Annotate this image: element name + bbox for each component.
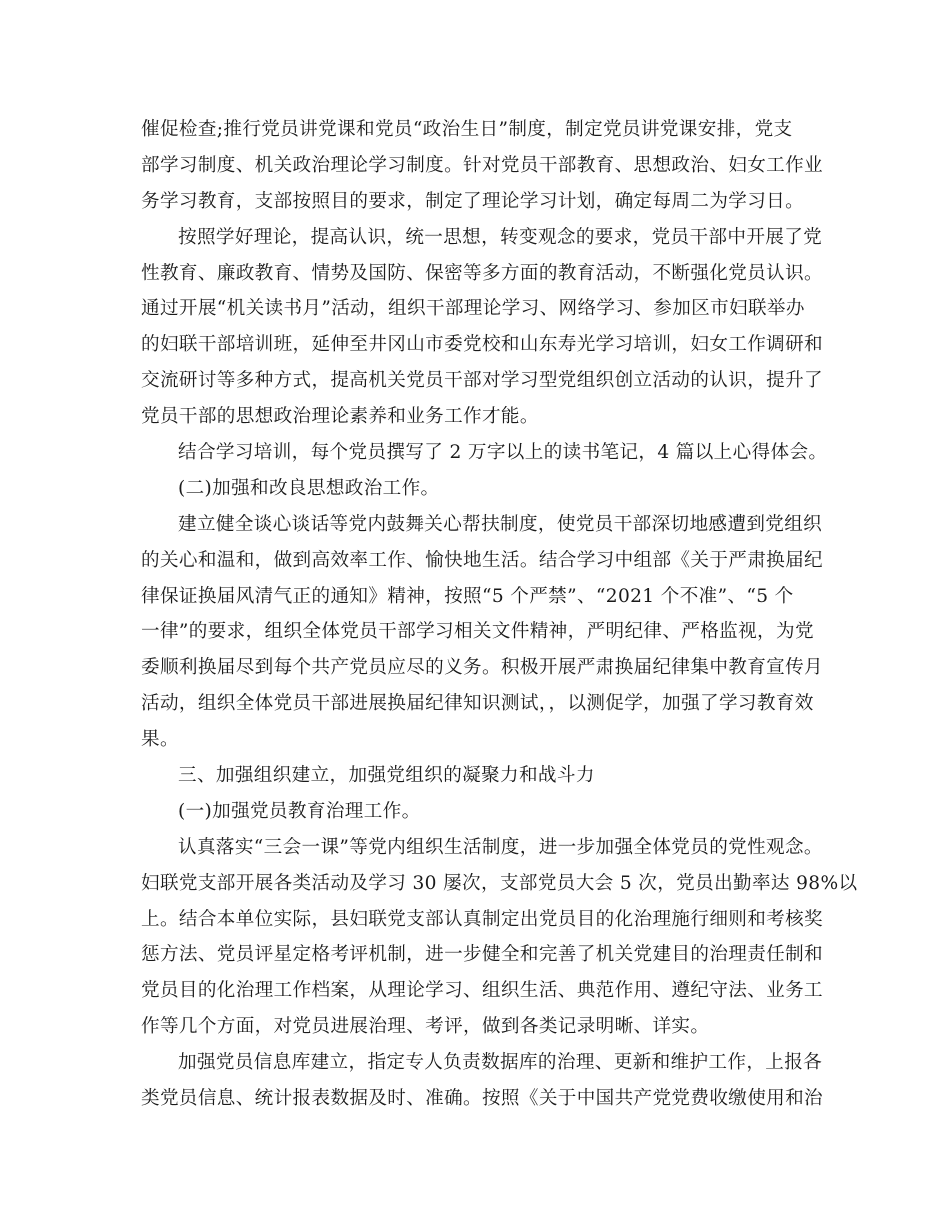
- text-line: 党员目的化治理工作档案，从理论学习、组织生活、典范作用、遵纪守法、业务工: [141, 980, 823, 1002]
- text-line: 建立健全谈心谈话等党内鼓舞关心帮扶制度，使党员干部深切地感遭到党组织: [178, 513, 823, 535]
- text-line: 一律”的要求，组织全体党员干部学习相关文件精神，严明纪律、严格监视，为党: [141, 621, 814, 643]
- text-line: 交流研讨等多种方式，提高机关党员干部对学习型党组织创立活动的认识，提升了: [141, 370, 823, 392]
- text-line: 加强党员信息库建立，指定专人负责数据库的治理、更新和维护工作，上报各: [178, 1052, 823, 1074]
- text-line: 律保证换届风清气正的通知》精神，按照“5 个严禁”、“2021 个不准”、“5 个: [141, 585, 794, 607]
- text-line: 惩方法、党员评星定格考评机制，进一步健全和完善了机关党建目的治理责任制和: [141, 944, 823, 966]
- text-line: 务学习教育，支部按照目的要求，制定了理论学习计划，确定每周二为学习日。: [141, 190, 805, 212]
- text-line: 的妇联干部培训班，延伸至井冈山市委党校和山东寿光学习培训，妇女工作调研和: [141, 334, 823, 356]
- text-line: 类党员信息、统计报表数据及时、准确。按照《关于中国共产党党费收缴使用和治: [141, 1088, 823, 1110]
- text-line: 的关心和温和，做到高效率工作、愉快地生活。结合学习中组部《关于严肃换届纪: [141, 549, 823, 571]
- text-line: 部学习制度、机关政治理论学习制度。针对党员干部教育、思想政治、妇女工作业: [141, 154, 823, 176]
- text-line: 性教育、廉政教育、情势及国防、保密等多方面的教育活动，不断强化党员认识。: [141, 262, 823, 284]
- text-line: 上。结合本单位实际，县妇联党支部认真制定出党员目的化治理施行细则和考核奖: [141, 908, 823, 930]
- text-line: 果。: [141, 729, 179, 751]
- document-body: [141, 112, 858, 1117]
- text-line: 通过开展“机关读书月”活动，组织干部理论学习、网络学习、参加区市妇联举办: [141, 298, 805, 320]
- text-line: 结合学习培训，每个党员撰写了 2 万字以上的读书笔记，4 篇以上心得体会。: [178, 442, 828, 464]
- text-line: 活动，组织全体党员干部进展换届纪律知识测试，，以测促学，加强了学习教育效: [141, 693, 814, 715]
- text-line: 按照学好理论，提高认识，统一思想，转变观念的要求，党员干部中开展了党: [178, 226, 823, 248]
- text-line: 认真落实“三会一课”等党内组织生活制度，进一步加强全体党员的党性观念。: [178, 836, 823, 858]
- text-line: 作等几个方面，对党员进展治理、考评，做到各类记录明晰、详实。: [141, 1016, 710, 1038]
- text-line: 委顺利换届尽到每个共产党员应尽的义务。积极开展严肃换届纪律集中教育宣传月: [141, 657, 823, 679]
- text-line: 催促检查;推行党员讲党课和党员“政治生日”制度，制定党员讲党课安排，党支: [141, 119, 793, 140]
- text-line: (一)加强党员教育治理工作。: [178, 800, 421, 822]
- text-line: 党员干部的思想政治理论素养和业务工作才能。: [141, 406, 539, 428]
- text-line: 妇联党支部开展各类活动及学习 30 屡次，支部党员大会 5 次，党员出勤率达 98%以: [141, 872, 858, 894]
- text-line: 三、加强组织建立，加强党组织的凝聚力和战斗力: [178, 765, 595, 787]
- text-line: (二)加强和改良思想政治工作。: [178, 477, 440, 499]
